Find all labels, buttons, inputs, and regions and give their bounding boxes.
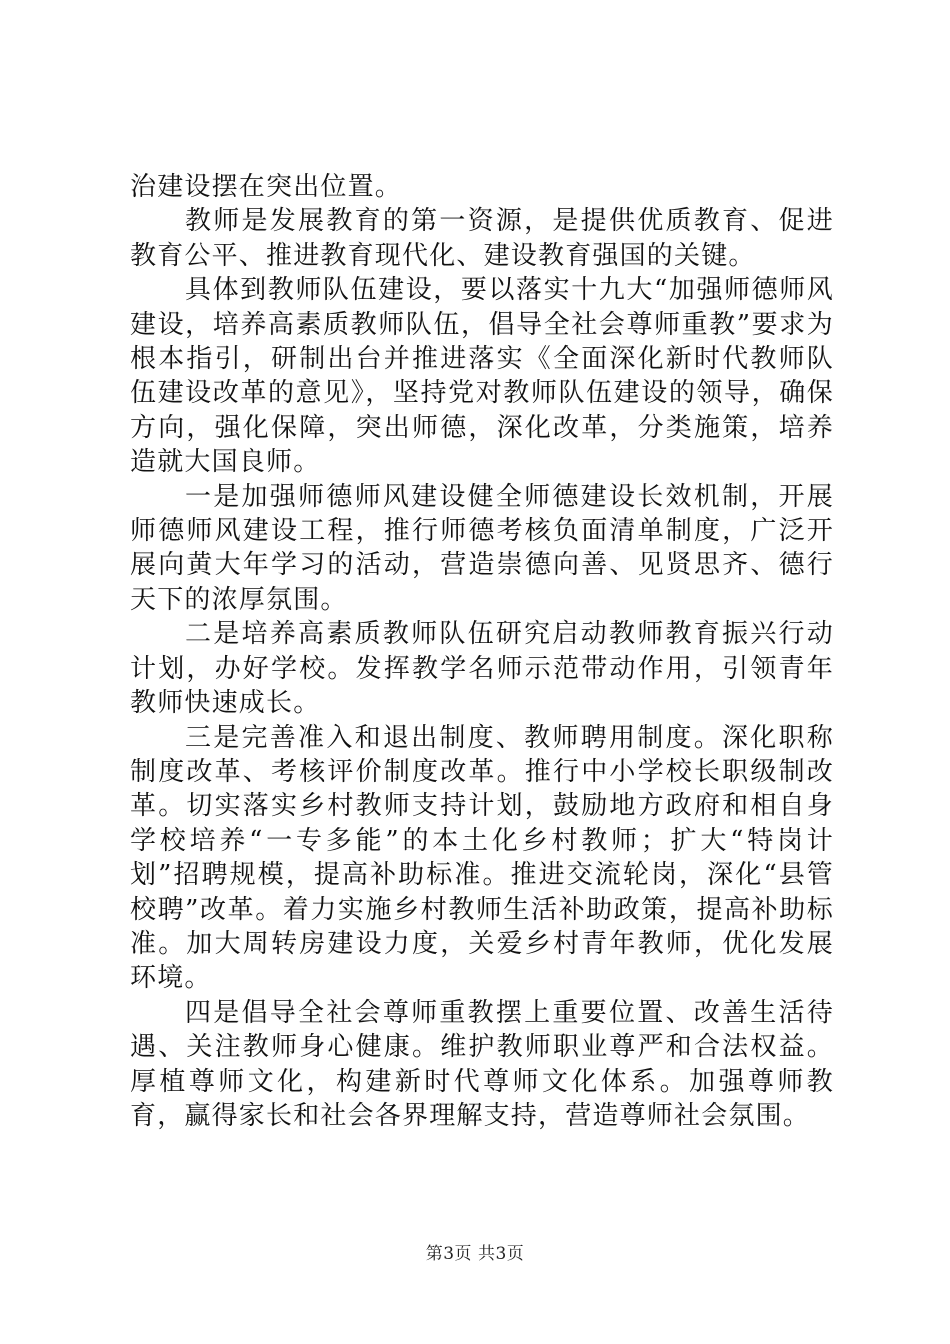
paragraph-point-three: 三是完善准入和退出制度、教师聘用制度。深化职称制度改革、考核评价制度改革。推行中小学校长职级制改革。切实落实乡村教师支持计划，鼓励地方政府和相自身学校培养“一专多能”的本土化乡村教师；扩大“特岗计划”招聘规模，提高补助标准。推进交流轮岗，深化“县管校聘”改革。着力实施乡村教师生活补助政策，提高补助标准。加大周转房建设力度，关爱乡村青年教师，优化发展环境。 bbox=[130, 722, 834, 994]
paragraph-teachers-resource: 教师是发展教育的第一资源，是提供优质教育、促进教育公平、推进教育现代化、建设教育强国的关键。 bbox=[130, 206, 834, 271]
document-body bbox=[130, 170, 834, 1133]
paragraph-point-four: 四是倡导全社会尊师重教摆上重要位置、改善生活待遇、关注教师身心健康。维护教师职业尊严和合法权益。厚植尊师文化，构建新时代尊师文化体系。加强尊师教育，赢得家长和社会各界理解支持，营造尊师社会氛围。 bbox=[130, 997, 834, 1131]
page-footer bbox=[0, 1244, 950, 1264]
paragraph-continuation: 治建设摆在突出位置。 bbox=[130, 172, 403, 202]
paragraph-point-two: 二是培养高素质教师队伍研究启动教师教育振兴行动计划，办好学校。发挥教学名师示范带动作用，引领青年教师快速成长。 bbox=[130, 619, 834, 719]
paragraph-team-building: 具体到教师队伍建设，要以落实十九大“加强师德师风建设，培养高素质教师队伍，倡导全社会尊师重教”要求为根本指引，研制出台并推进落实《全面深化新时代教师队伍建设改革的意见》，坚持党对教师队伍建设的领导，确保方向，强化保障，突出师德，深化改革，分类施策，培养造就大国良师。 bbox=[130, 275, 834, 478]
paragraph-point-one: 一是加强师德师风建设健全师德建设长效机制，开展师德师风建设工程，推行师德考核负面清单制度，广泛开展向黄大年学习的活动，营造崇德向善、见贤思齐、德行天下的浓厚氛围。 bbox=[130, 481, 834, 615]
page-number: 第3页 共3页 bbox=[425, 1244, 525, 1264]
